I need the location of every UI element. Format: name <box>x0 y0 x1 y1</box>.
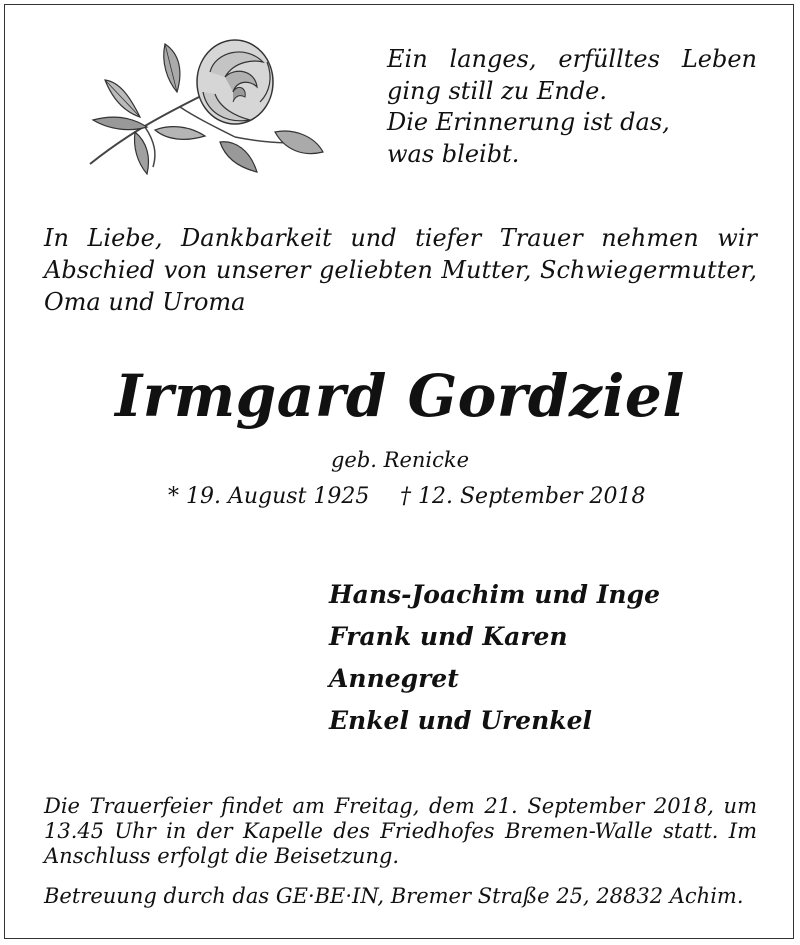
family-member: Frank und Karen <box>329 622 568 651</box>
service-line: Anschluss erfolgt die Beisetzung. <box>44 844 400 868</box>
family-list <box>329 574 660 742</box>
rose-icon <box>85 32 330 182</box>
maiden-name: geb. Renicke <box>330 448 470 472</box>
intro-text <box>44 222 757 318</box>
memorial-poem <box>387 44 757 170</box>
family-member: Annegret <box>329 664 459 693</box>
service-details <box>44 794 757 869</box>
poem-line: Die Erinnerung ist das, <box>387 108 670 136</box>
death-date: † 12. September 2018 <box>400 484 646 509</box>
deceased-name: Irmgard Gordziel <box>115 362 685 430</box>
funeral-home-note: Betreuung durch das GE·BE·IN, Bremer Straße 25, 28832 Achim. <box>44 884 744 908</box>
birth-date: * 19. August 1925 <box>168 484 370 509</box>
poem-line: ging still zu Ende. <box>387 76 608 105</box>
intro-line: In Liebe, Dankbarkeit und tiefer Trauer nehmen wir <box>44 224 757 252</box>
service-line: Die Trauerfeier findet am Freitag, dem 21. September 2018, um <box>44 794 757 818</box>
poem-line: Ein langes, erfülltes Leben <box>387 45 757 73</box>
family-member: Hans-Joachim und Inge <box>329 580 660 609</box>
service-line: 13.45 Uhr in der Kapelle des Friedhofes Bremen-Walle statt. Im <box>44 819 757 843</box>
poem-line: was bleibt. <box>387 139 520 168</box>
family-member: Enkel und Urenkel <box>329 706 592 735</box>
intro-line: Oma und Uroma <box>44 288 246 316</box>
intro-line: Abschied von unserer geliebten Mutter, Schwiegermutter, <box>44 256 757 284</box>
